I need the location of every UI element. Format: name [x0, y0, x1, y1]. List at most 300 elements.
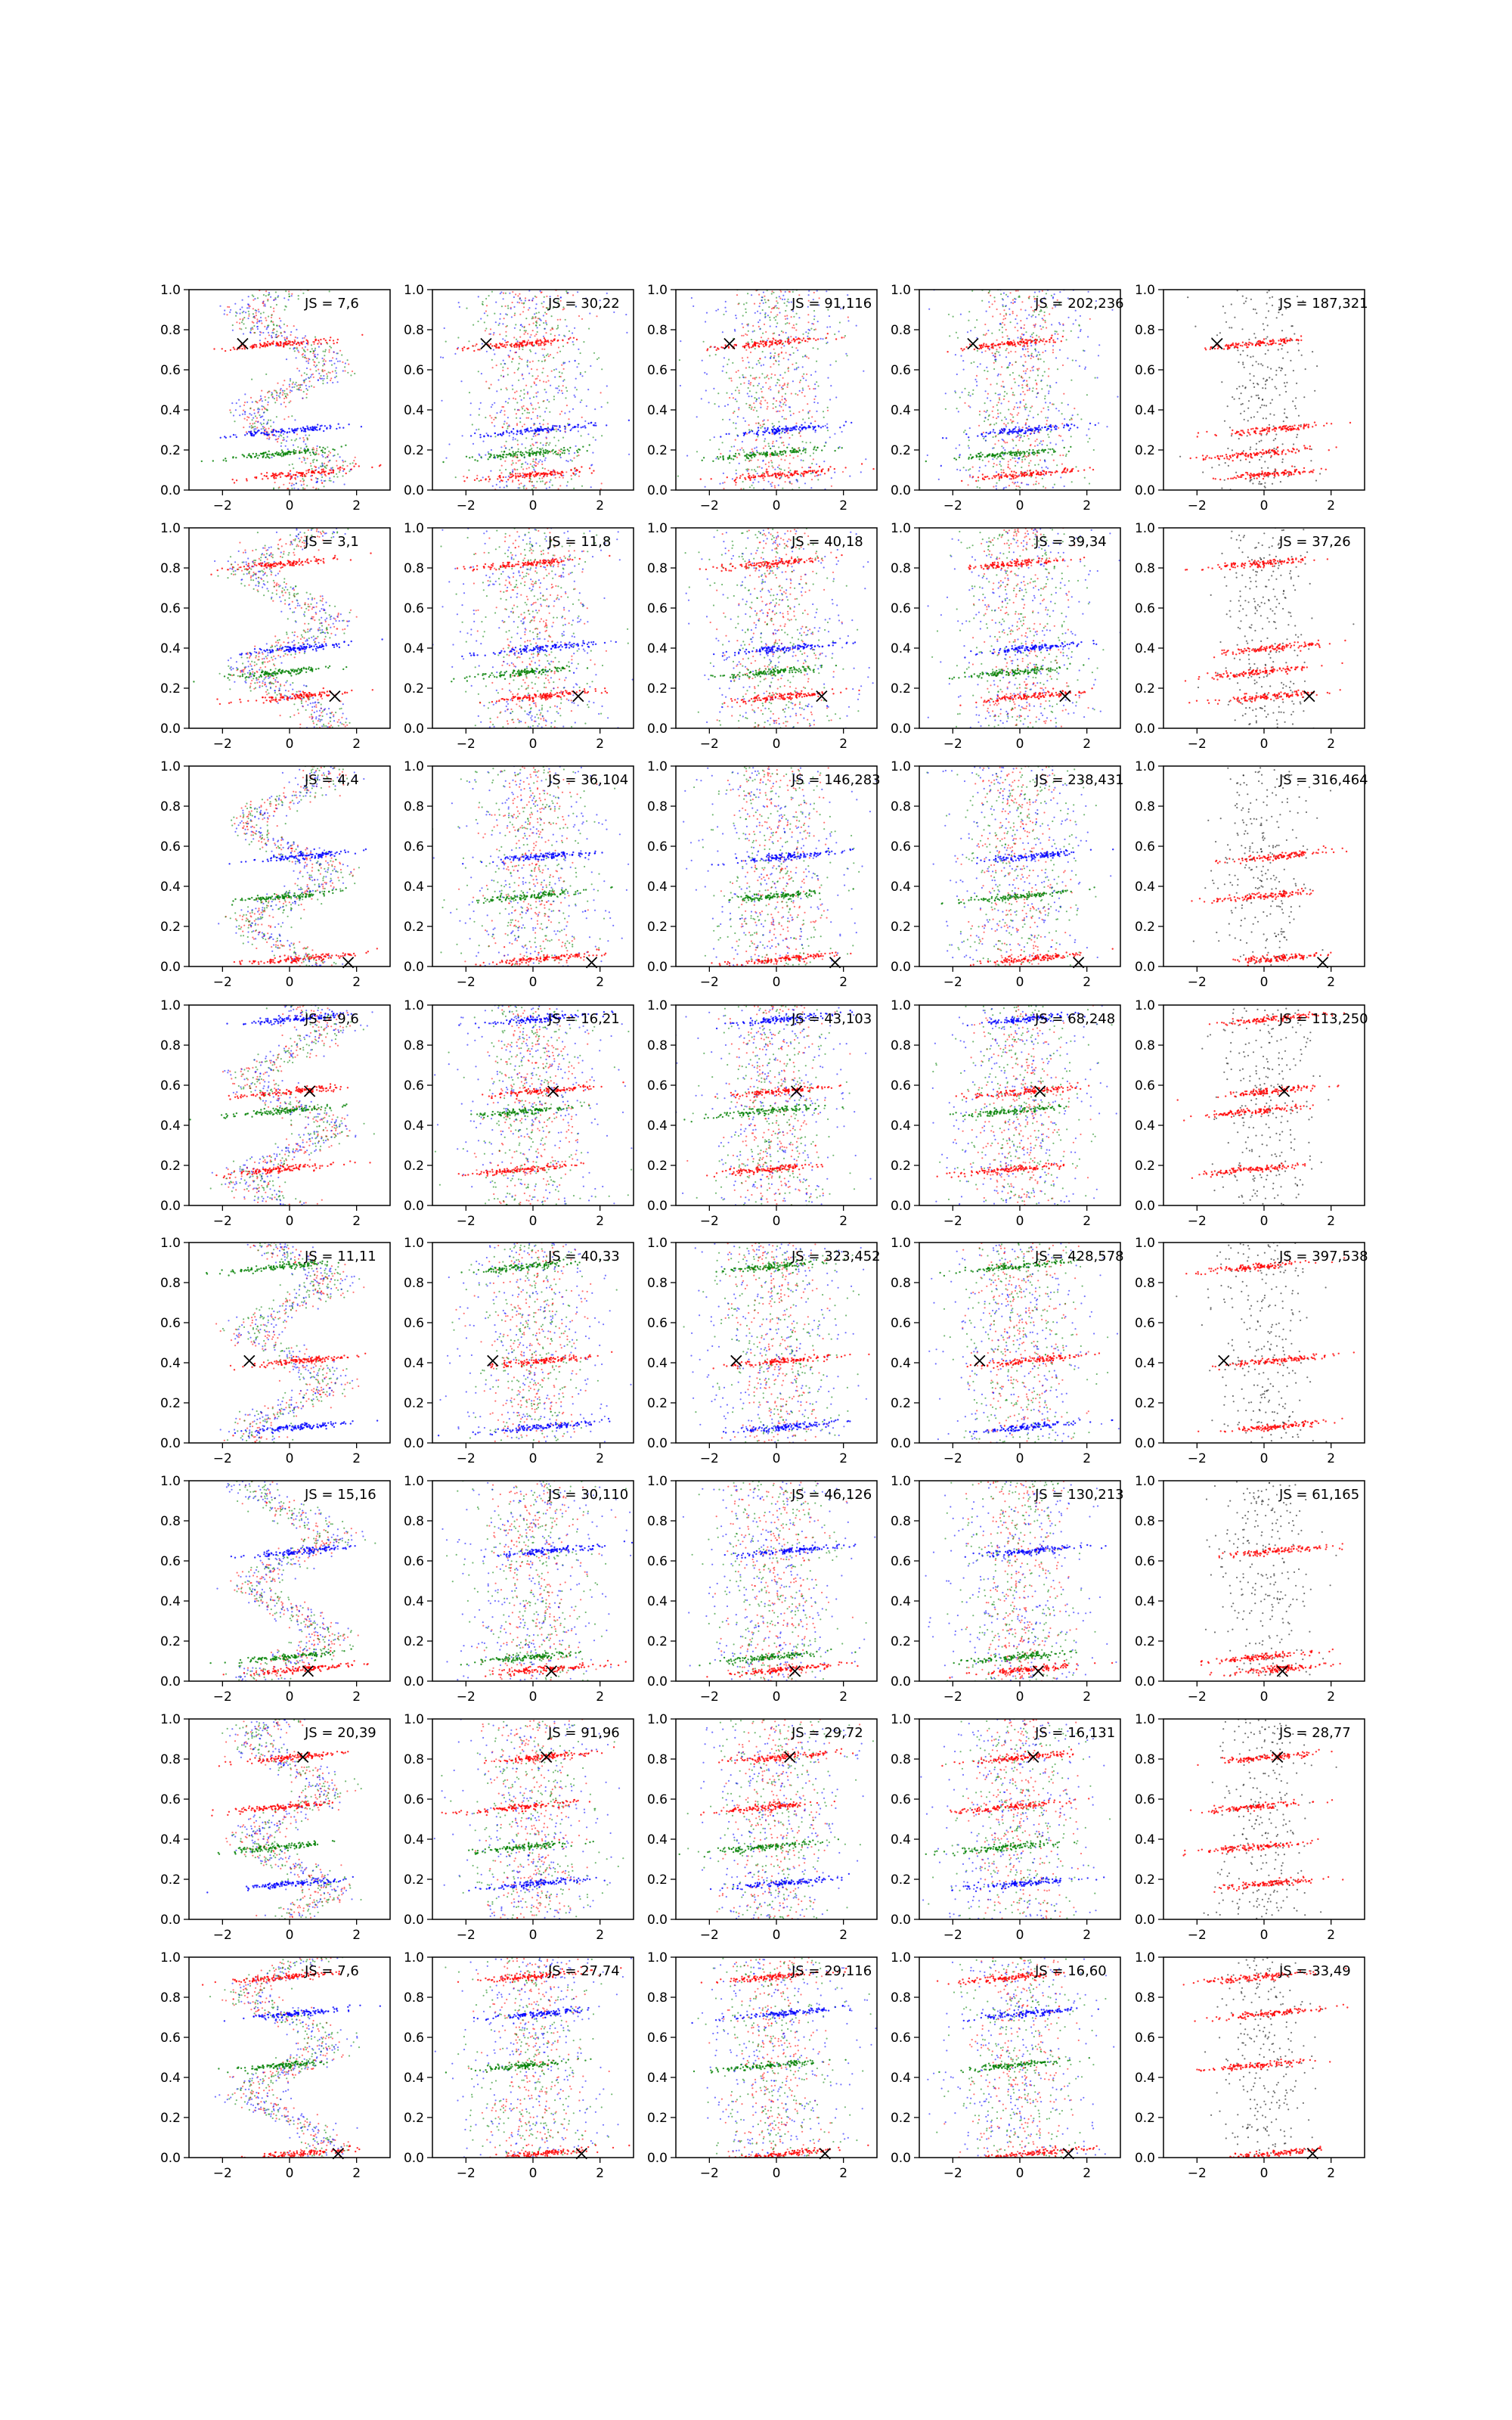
scatter-point [508, 424, 510, 426]
scatter-point [1022, 391, 1024, 392]
streak-point [1038, 430, 1040, 431]
scatter-point [751, 341, 753, 343]
scatter-point [792, 327, 793, 328]
streak-point [233, 434, 234, 436]
scatter-point [296, 382, 297, 383]
scatter-point [253, 316, 255, 318]
scatter-point [271, 321, 272, 322]
streak-point [742, 346, 744, 347]
scatter-point [240, 328, 242, 330]
scatter-point [748, 407, 750, 408]
scatter-point [1059, 349, 1061, 351]
scatter-point [996, 309, 998, 310]
scatter-point [762, 351, 764, 352]
streak-point [525, 431, 526, 433]
scatter-point [677, 476, 679, 477]
scatter-point [705, 486, 706, 488]
scatter-point [572, 332, 573, 334]
scatter-point [507, 427, 508, 429]
scatter-point [1053, 460, 1055, 461]
scatter-point [543, 401, 544, 402]
scatter-point [535, 308, 537, 309]
scatter-point [782, 295, 784, 296]
scatter-point [530, 334, 531, 336]
scatter-point [715, 458, 717, 459]
scatter-point [773, 403, 774, 405]
scatter-point [782, 331, 784, 333]
streak-point [472, 456, 473, 458]
scatter-point [562, 385, 564, 386]
scatter-point [584, 371, 586, 373]
streak-point [498, 455, 500, 457]
streak-point [816, 471, 817, 473]
streak-point [510, 455, 512, 456]
scatter-point [596, 358, 598, 360]
scatter-point [314, 349, 316, 351]
scatter-point [536, 396, 538, 397]
streak-point [770, 448, 771, 449]
scatter-point [1028, 314, 1030, 315]
scatter-point [506, 423, 507, 424]
scatter-point [485, 310, 487, 312]
scatter-point [268, 315, 269, 317]
scatter-point [1053, 404, 1055, 405]
scatter-point [756, 364, 758, 365]
streak-point [815, 430, 816, 431]
streak-point [999, 433, 1000, 434]
scatter-point [561, 390, 562, 392]
scatter-point [528, 340, 529, 341]
streak-point [479, 349, 480, 350]
scatter-point [820, 474, 821, 476]
streak-point [290, 344, 291, 346]
scatter-point [567, 481, 569, 482]
scatter-point [736, 401, 738, 402]
scatter-point [262, 301, 264, 302]
streak-point [305, 452, 306, 454]
scatter-point [783, 358, 785, 359]
streak-point [283, 453, 284, 455]
streak-point [552, 429, 553, 430]
scatter-point [983, 432, 984, 433]
scatter-point [479, 408, 480, 410]
streak-point [1015, 427, 1016, 428]
scatter-point [239, 414, 240, 416]
streak-point [764, 473, 765, 474]
scatter-point [736, 457, 738, 458]
scatter-point [311, 374, 312, 376]
scatter-point [329, 477, 330, 479]
streak-point [576, 339, 578, 340]
scatter-point [752, 325, 754, 327]
streak-point [748, 346, 749, 347]
scatter-point [254, 317, 256, 318]
scatter-point [293, 325, 295, 327]
streak-point [776, 430, 777, 431]
scatter-point [280, 403, 282, 405]
scatter-point [1087, 336, 1089, 337]
scatter-point [310, 376, 311, 377]
scatter-point [259, 334, 261, 336]
streak-point [273, 429, 274, 430]
scatter-point [272, 397, 274, 399]
scatter-point [485, 327, 487, 329]
streak-point [300, 475, 302, 476]
streak-point [821, 470, 823, 472]
scatter-point [816, 290, 818, 292]
streak-point [1045, 427, 1046, 428]
streak-point [338, 424, 339, 425]
scatter-point [831, 486, 832, 487]
scatter-point [529, 398, 531, 399]
scatter-point [539, 324, 541, 326]
scatter-point [771, 433, 773, 435]
scatter-point [1047, 417, 1049, 418]
scatter-point [1079, 325, 1080, 327]
streak-point [287, 454, 288, 455]
streak-point [526, 343, 528, 345]
streak-point [1037, 471, 1039, 473]
scatter-point [239, 312, 240, 314]
scatter-point [606, 385, 608, 386]
scatter-point [293, 386, 295, 388]
scatter-point [522, 326, 523, 327]
streak-point [278, 452, 280, 454]
scatter-point [1023, 334, 1024, 335]
streak-point [265, 451, 266, 453]
scatter-point [260, 422, 262, 424]
scatter-point [628, 454, 630, 455]
scatter-point [243, 323, 244, 324]
scatter-point [286, 440, 287, 442]
scatter-point [765, 302, 767, 303]
streak-point [710, 346, 711, 347]
scatter-point [566, 485, 568, 486]
scatter-point [457, 337, 459, 338]
scatter-point [764, 399, 766, 401]
scatter-point [523, 302, 525, 304]
scatter-point [779, 312, 780, 313]
scatter-point [807, 329, 809, 330]
scatter-point [316, 448, 318, 449]
scatter-point [306, 485, 308, 486]
scatter-point [968, 447, 970, 448]
streak-point [568, 450, 569, 451]
streak-point [764, 454, 766, 455]
streak-point [503, 476, 504, 478]
scatter-point [323, 486, 324, 487]
scatter-point [491, 417, 492, 418]
streak-point [1013, 478, 1015, 479]
scatter-point [1074, 408, 1075, 409]
streak-point [1055, 472, 1056, 473]
scatter-point [290, 334, 291, 336]
streak-point [790, 473, 792, 474]
streak-point [532, 345, 534, 346]
scatter-point [499, 323, 500, 324]
scatter-point [1029, 388, 1030, 389]
scatter-point [764, 424, 765, 425]
streak-point [772, 427, 773, 428]
scatter-point [241, 306, 243, 308]
scatter-point [575, 360, 576, 361]
scatter-point [278, 335, 280, 337]
scatter-point [528, 309, 529, 311]
streak-point [512, 455, 513, 456]
streak-point [256, 477, 257, 479]
scatter-point [314, 354, 315, 355]
scatter-point [752, 367, 754, 368]
scatter-point [312, 352, 314, 354]
scatter-point [525, 331, 526, 333]
scatter-point [329, 479, 330, 481]
streak-point [1012, 474, 1014, 476]
streak-point [1021, 475, 1022, 476]
scatter-point [731, 380, 733, 381]
scatter-point [562, 477, 564, 479]
scatter-point [284, 398, 285, 399]
scatter-point [823, 417, 825, 418]
scatter-point [1009, 485, 1010, 486]
scatter-point [336, 460, 337, 461]
streak-point [230, 349, 231, 351]
scatter-point [747, 324, 748, 326]
scatter-point [537, 417, 538, 419]
scatter-point [755, 392, 757, 393]
streak-point [284, 454, 286, 455]
scatter-point [289, 464, 290, 466]
scatter-point [1005, 294, 1007, 296]
scatter-point [1003, 396, 1005, 397]
scatter-point [532, 408, 534, 409]
streak-point [1015, 477, 1016, 479]
scatter-point [522, 408, 523, 409]
scatter-point [787, 433, 789, 434]
scatter-point [1024, 309, 1026, 311]
scatter-point [779, 437, 781, 439]
streak-point [262, 345, 264, 346]
scatter-point [1049, 386, 1051, 388]
scatter-point [268, 326, 269, 327]
scatter-point [992, 411, 993, 412]
scatter-point [445, 341, 447, 343]
scatter-point [519, 421, 521, 423]
scatter-point [327, 455, 329, 456]
scatter-point [327, 456, 328, 458]
scatter-point [463, 476, 464, 477]
scatter-point [324, 358, 325, 360]
scatter-point [262, 415, 263, 417]
scatter-point [1021, 384, 1023, 386]
scatter-point [550, 479, 551, 481]
scatter-point [332, 371, 333, 372]
scatter-point [542, 306, 544, 308]
scatter-point [791, 340, 792, 341]
scatter-point [1024, 407, 1026, 408]
streak-point [1018, 428, 1020, 430]
scatter-point [285, 396, 287, 397]
scatter-point [1003, 458, 1005, 460]
streak-point [336, 428, 337, 430]
scatter-point [500, 389, 502, 390]
streak-point [810, 470, 811, 472]
streak-point [505, 456, 507, 458]
scatter-point [268, 334, 270, 336]
streak-point [769, 433, 770, 434]
scatter-point [448, 443, 450, 445]
scatter-point [233, 414, 234, 416]
scatter-point [256, 402, 258, 403]
scatter-point [259, 414, 260, 416]
scatter-point [1026, 456, 1027, 458]
scatter-point [776, 361, 777, 362]
scatter-point [502, 370, 503, 371]
streak-point [313, 453, 314, 455]
scatter-point [442, 357, 444, 358]
scatter-point [546, 488, 547, 489]
streak-point [535, 475, 537, 476]
scatter-point [928, 309, 930, 310]
streak-point [541, 341, 543, 343]
streak-point [293, 474, 294, 476]
scatter-point [307, 458, 308, 459]
scatter-point [264, 303, 265, 305]
scatter-point [330, 377, 332, 379]
scatter-point [988, 461, 990, 462]
scatter-point [251, 425, 253, 427]
streak-point [315, 467, 317, 468]
streak-point [763, 346, 764, 347]
scatter-point [969, 476, 971, 477]
streak-point [982, 454, 984, 455]
streak-point [544, 474, 545, 476]
scatter-point [773, 307, 775, 309]
streak-point [778, 340, 779, 342]
scatter-point [760, 427, 761, 429]
scatter-point [757, 473, 758, 474]
scatter-point [526, 417, 528, 419]
streak-point [317, 343, 318, 344]
streak-point [266, 432, 268, 433]
scatter-point [781, 386, 782, 388]
scatter-point [243, 405, 245, 406]
streak-point [720, 436, 721, 437]
scatter-point [776, 440, 777, 442]
scatter-point [298, 384, 299, 386]
scatter-point [557, 392, 559, 393]
streak-point [479, 434, 481, 436]
streak-point [511, 431, 513, 433]
scatter-point [785, 418, 787, 420]
scatter-point [276, 395, 277, 396]
scatter-point [321, 370, 323, 371]
y-tick-label: 0.0 [160, 483, 181, 498]
scatter-point [1002, 331, 1003, 333]
scatter-point [969, 474, 971, 476]
scatter-point [948, 314, 950, 315]
scatter-point [741, 335, 742, 337]
streak-point [545, 449, 547, 451]
scatter-point [566, 325, 568, 327]
scatter-point [559, 376, 560, 377]
scatter-point [780, 469, 782, 470]
scatter-point [502, 338, 503, 340]
scatter-point [518, 368, 519, 369]
scatter-point [742, 357, 743, 358]
scatter-point [1015, 461, 1016, 462]
scatter-point [1001, 402, 1002, 404]
streak-point [325, 340, 327, 341]
scatter-point [287, 436, 288, 438]
scatter-point [553, 453, 554, 455]
streak-point [308, 470, 309, 471]
x-tick-label: −2 [213, 498, 232, 513]
scatter-point [536, 303, 538, 305]
streak-point [1064, 424, 1065, 426]
scatter-point [781, 330, 782, 332]
scatter-point [253, 313, 254, 315]
scatter-point [1011, 302, 1012, 303]
x-tick-label: 0 [773, 498, 781, 513]
streak-point [804, 470, 806, 472]
scatter-point [219, 306, 221, 307]
scatter-point [795, 324, 797, 325]
scatter-point [537, 463, 538, 464]
scatter-point [1011, 388, 1012, 389]
scatter-point [732, 478, 733, 479]
scatter-point [988, 415, 990, 417]
streak-point [822, 468, 823, 470]
scatter-point [992, 303, 993, 305]
streak-point [739, 475, 741, 476]
scatter-point [512, 358, 513, 360]
scatter-point [800, 436, 801, 437]
scatter-point [277, 383, 278, 384]
streak-point [559, 473, 560, 474]
scatter-point [242, 414, 243, 415]
scatter-point [492, 486, 494, 487]
scatter-point [528, 467, 530, 468]
scatter-point [565, 460, 567, 461]
scatter-point [1015, 361, 1017, 363]
scatter-point [272, 321, 274, 323]
scatter-point [625, 314, 627, 315]
scatter-point [336, 376, 337, 377]
scatter-point [770, 352, 771, 354]
scatter-point [539, 478, 541, 479]
scatter-point [504, 420, 506, 422]
streak-point [1014, 428, 1015, 430]
streak-point [324, 452, 326, 454]
scatter-point [1002, 470, 1004, 471]
scatter-point [517, 340, 519, 342]
scatter-point [271, 457, 272, 458]
streak-point [760, 453, 761, 455]
scatter-point [530, 402, 531, 404]
scatter-point [776, 314, 778, 315]
streak-point [261, 473, 262, 474]
scatter-point [802, 334, 804, 335]
scatter-point [562, 380, 564, 382]
streak-point [530, 430, 531, 432]
streak-point [305, 449, 306, 451]
scatter-point [831, 477, 832, 479]
streak-point [798, 343, 799, 344]
scatter-point [795, 362, 797, 364]
streak-point [557, 340, 559, 342]
scatter-point [779, 402, 781, 403]
streak-point [287, 451, 289, 452]
